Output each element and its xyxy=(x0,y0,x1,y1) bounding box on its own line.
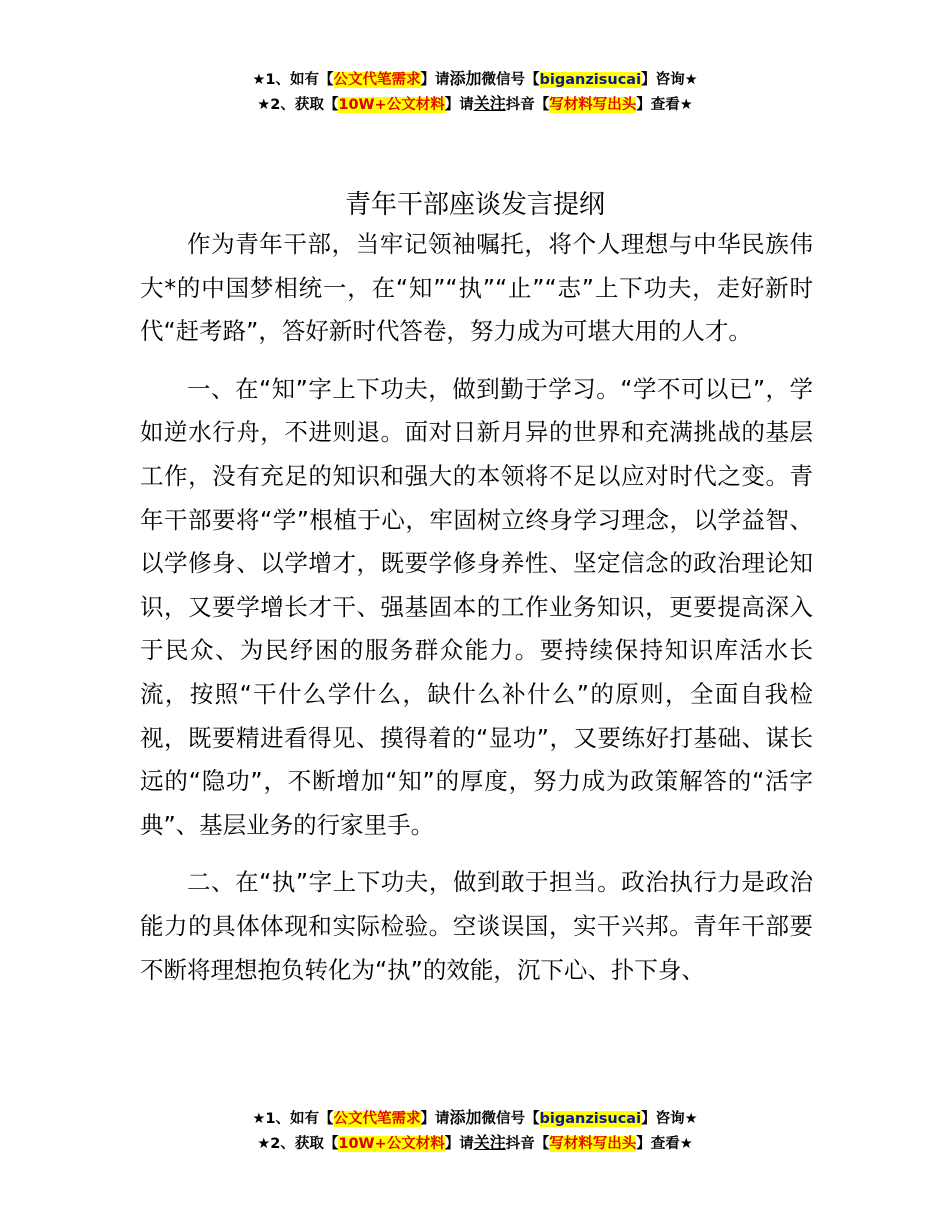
banner-text: 】咨询★ xyxy=(641,72,698,88)
paragraph-section-2: 二、在“执”字上下功夫，做到敢于担当。政治执行力是政治能力的具体体现和实际检验。空谈误国，实干兴邦。青年干部要不断将理想抱负转化为“执”的效能，沉下心、扑下身、 xyxy=(140,868,813,984)
banner-underlined: 关注 xyxy=(473,94,506,113)
banner-text: 抖音【 xyxy=(505,1136,550,1152)
highlight-wechat-id: biganzisucai xyxy=(539,1111,642,1127)
highlight-douyin: 写材料写出头 xyxy=(549,1136,637,1152)
banner-text: 微信号【 xyxy=(481,72,540,88)
highlight-service: 公文代笔需求 xyxy=(333,72,421,88)
highlight-materials: 10W+公文材料 xyxy=(338,1136,445,1152)
banner-text: 】请 xyxy=(444,97,474,113)
banner-emphasis: 添加 xyxy=(449,69,482,88)
banner-text: ★1、如有【 xyxy=(252,1111,334,1127)
banner-text: 】请 xyxy=(420,72,450,88)
paragraph-section-1: 一、在“知”字上下功夫，做到勤于学习。“学不可以已”，学如逆水行舟，不进则退。面对日新月异的世界和充满挑战的基层工作，没有充足的知识和强大的本领将不足以应对时代之变。青年干部要将“学”根植于心，牢固树立终身学习理念，以学益智、以学修身、以学增才，既要学修身养性、坚定信念的政治理论知识，又要学增长才干、强基固本的工作业务知识，更要提高深入于民众、为民纾困的服务群众能力。要持续保持知识库活水长流，按照“干什么学什么，缺什么补什么”的原则，全面自我检视，既要精进看得见、摸得着的“显功”，又要练好打基础、谋长远的“隐功”，不断增加“知”的厚度，努力成为政策解答的“活字典”、基层业务的行家里手。 xyxy=(140,374,813,839)
highlight-materials: 10W+公文材料 xyxy=(338,97,445,113)
banner-text: 】请 xyxy=(420,1111,450,1127)
banner-line-1 xyxy=(0,1106,950,1131)
banner-line-2 xyxy=(0,92,950,117)
banner-text: ★2、获取【 xyxy=(257,1136,339,1152)
bottom-ad-banner xyxy=(0,1106,950,1156)
document-body xyxy=(140,223,813,1006)
banner-text: 】查看★ xyxy=(636,1136,693,1152)
top-ad-banner xyxy=(0,67,950,117)
paragraph-intro: 作为青年干部，当牢记领袖嘱托，将个人理想与中华民族伟大*的中国梦相统一，在“知”“执”“止”“志”上下功夫，走好新时代“赶考路”，答好新时代答卷，努力成为可堪大用的人才。 xyxy=(140,230,813,346)
banner-line-2 xyxy=(0,1131,950,1156)
banner-emphasis: 添加 xyxy=(449,1108,482,1127)
banner-underlined: 关注 xyxy=(473,1133,506,1152)
banner-text: ★1、如有【 xyxy=(252,72,334,88)
document-title: 青年干部座谈发言提纲 xyxy=(344,190,605,221)
highlight-service: 公文代笔需求 xyxy=(333,1111,421,1127)
banner-line-1 xyxy=(0,67,950,92)
highlight-wechat-id: biganzisucai xyxy=(539,72,642,88)
banner-text: ★2、获取【 xyxy=(257,97,339,113)
highlight-douyin: 写材料写出头 xyxy=(549,97,637,113)
banner-text: 】咨询★ xyxy=(641,1111,698,1127)
banner-text: 】请 xyxy=(444,1136,474,1152)
banner-text: 】查看★ xyxy=(636,97,693,113)
banner-text: 微信号【 xyxy=(481,1111,540,1127)
banner-text: 抖音【 xyxy=(505,97,550,113)
